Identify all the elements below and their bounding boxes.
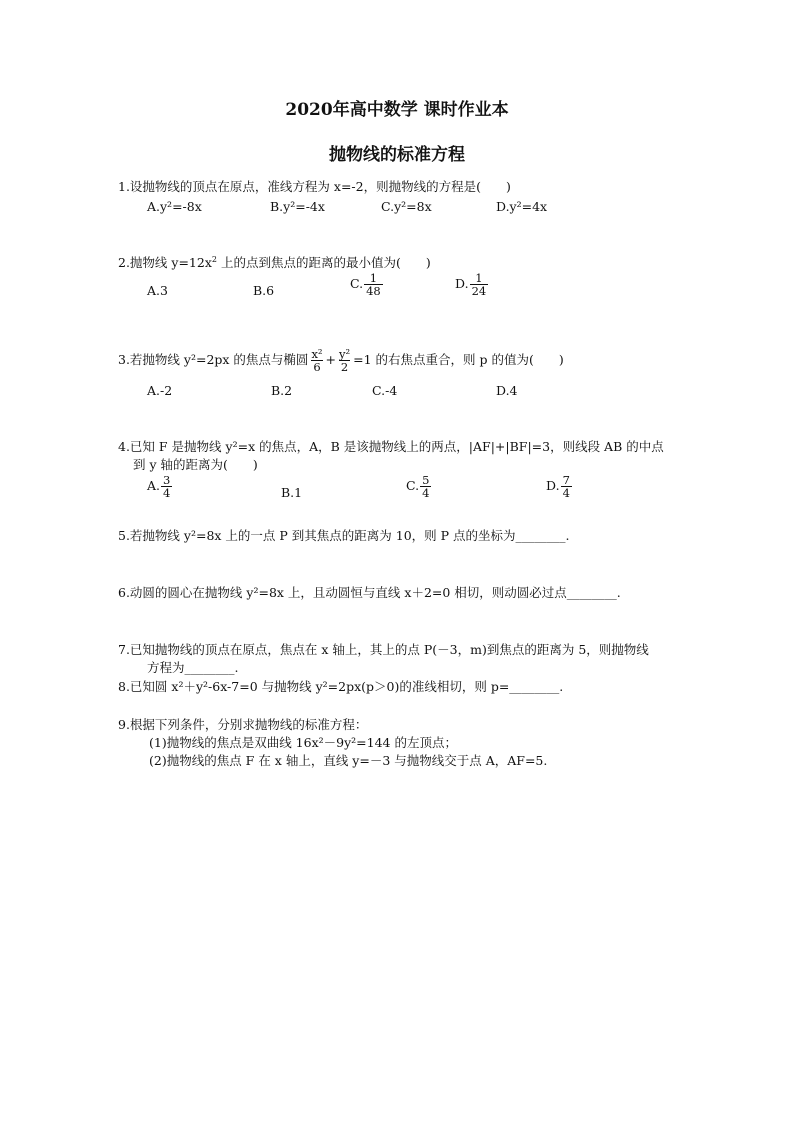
fraction-denominator: 48 (366, 284, 381, 298)
q3-stem-part-a: 3.若抛物线 y²=2px 的焦点与椭圆 (118, 352, 309, 367)
fraction-numerator: x² (311, 347, 323, 361)
fraction-numerator: 1 (475, 271, 483, 285)
q4-option-a-fraction (161, 474, 172, 499)
q3-plus-sign: + (325, 352, 337, 367)
q4-option-a (147, 474, 173, 499)
q4-option-d-fraction (561, 474, 572, 499)
q2-option-b: B.6 (253, 283, 275, 298)
question-2-stem (118, 255, 431, 271)
q4-option-a-label: A. (147, 478, 161, 493)
q4-option-c-fraction (420, 474, 431, 499)
q2-exponent: 2 (211, 255, 217, 264)
question-7-line-2: 方程为________. (147, 660, 239, 675)
fraction-denominator: 6 (313, 360, 321, 374)
q1-option-c: C.y²=8x (381, 199, 432, 214)
q2-option-c-fraction (364, 272, 383, 297)
q1-option-a: A.y²=-8x (147, 199, 202, 214)
q2-stem-part-a: 2.抛物线 y=12x (118, 255, 212, 270)
q3-option-b: B.2 (271, 383, 293, 398)
page-subtitle: 抛物线的标准方程 (329, 145, 465, 165)
question-8: 8.已知圆 x²＋y²-6x-7=0 与抛物线 y²=2px(p＞0)的准线相切，则 p=________. (118, 679, 564, 694)
question-3-stem (118, 348, 564, 373)
q1-option-d: D.y²=4x (496, 199, 548, 214)
q3-option-d: D.4 (496, 383, 518, 398)
question-9-part-1: (1)抛物线的焦点是双曲线 16x²－9y²=144 的左顶点； (149, 735, 457, 750)
question-5: 5.若抛物线 y²=8x 上的一点 P 到其焦点的距离为 10，则 P 点的坐标为________. (118, 528, 570, 543)
fraction-numerator: 1 (369, 271, 378, 285)
q3-option-c: C.-4 (372, 383, 398, 398)
fraction-denominator: 4 (163, 486, 171, 500)
q4-option-c-label: C. (406, 478, 420, 493)
question-9-stem: 9.根据下列条件，分别求抛物线的标准方程： (118, 717, 368, 732)
question-6: 6.动圆的圆心在抛物线 y²=8x 上，且动圆恒与直线 x＋2=0 相切，则动圆必过点________. (118, 585, 621, 600)
fraction-numerator: 3 (163, 473, 171, 487)
q2-option-c-label: C. (350, 276, 364, 291)
q3-option-a: A.-2 (147, 383, 173, 398)
fraction-denominator: 2 (340, 360, 349, 374)
fraction-numerator: 7 (562, 473, 570, 487)
q1-option-b: B.y²=-4x (270, 199, 325, 214)
q2-stem-part-b: 上的点到焦点的距离的最小值为( ) (216, 255, 431, 270)
question-1-stem: 1.设抛物线的顶点在原点，准线方程为 x=-2，则抛物线的方程是( ) (118, 179, 511, 194)
q2-option-d-fraction (470, 272, 489, 297)
q4-option-b: B.1 (281, 485, 303, 500)
fraction-denominator: 4 (562, 486, 570, 500)
q3-ellipse-fraction-1 (309, 348, 324, 373)
q2-option-c (350, 272, 384, 297)
q3-stem-part-b: =1 的右焦点重合，则 p 的值为( ) (353, 352, 564, 367)
q3-ellipse-fraction-2 (337, 348, 352, 373)
q2-option-d (455, 272, 489, 297)
q4-option-d (546, 474, 573, 499)
q2-option-d-label: D. (455, 276, 469, 291)
q4-option-d-label: D. (546, 478, 560, 493)
question-4-stem-line-2: 到 y 轴的距离为( ) (133, 457, 258, 472)
fraction-numerator: y² (339, 347, 351, 361)
question-7-line-1: 7.已知抛物线的顶点在原点，焦点在 x 轴上，其上的点 P(－3，m)到焦点的距离为 5，则抛物线 (118, 642, 649, 657)
fraction-denominator: 24 (471, 284, 487, 298)
question-4-stem-line-1: 4.已知 F 是抛物线 y²=x 的焦点，A，B 是该抛物线上的两点，|AF|+|BF|=3，则线段 AB 的中点 (118, 439, 664, 454)
fraction-numerator: 5 (422, 473, 430, 487)
q2-option-a: A.3 (147, 283, 168, 298)
fraction-denominator: 4 (422, 486, 430, 500)
q4-option-c (406, 474, 432, 499)
page-title: 2020年高中数学 课时作业本 (285, 100, 509, 120)
question-9-part-2: (2)抛物线的焦点 F 在 x 轴上，直线 y=－3 与抛物线交于点 A，AF=5. (149, 753, 548, 768)
